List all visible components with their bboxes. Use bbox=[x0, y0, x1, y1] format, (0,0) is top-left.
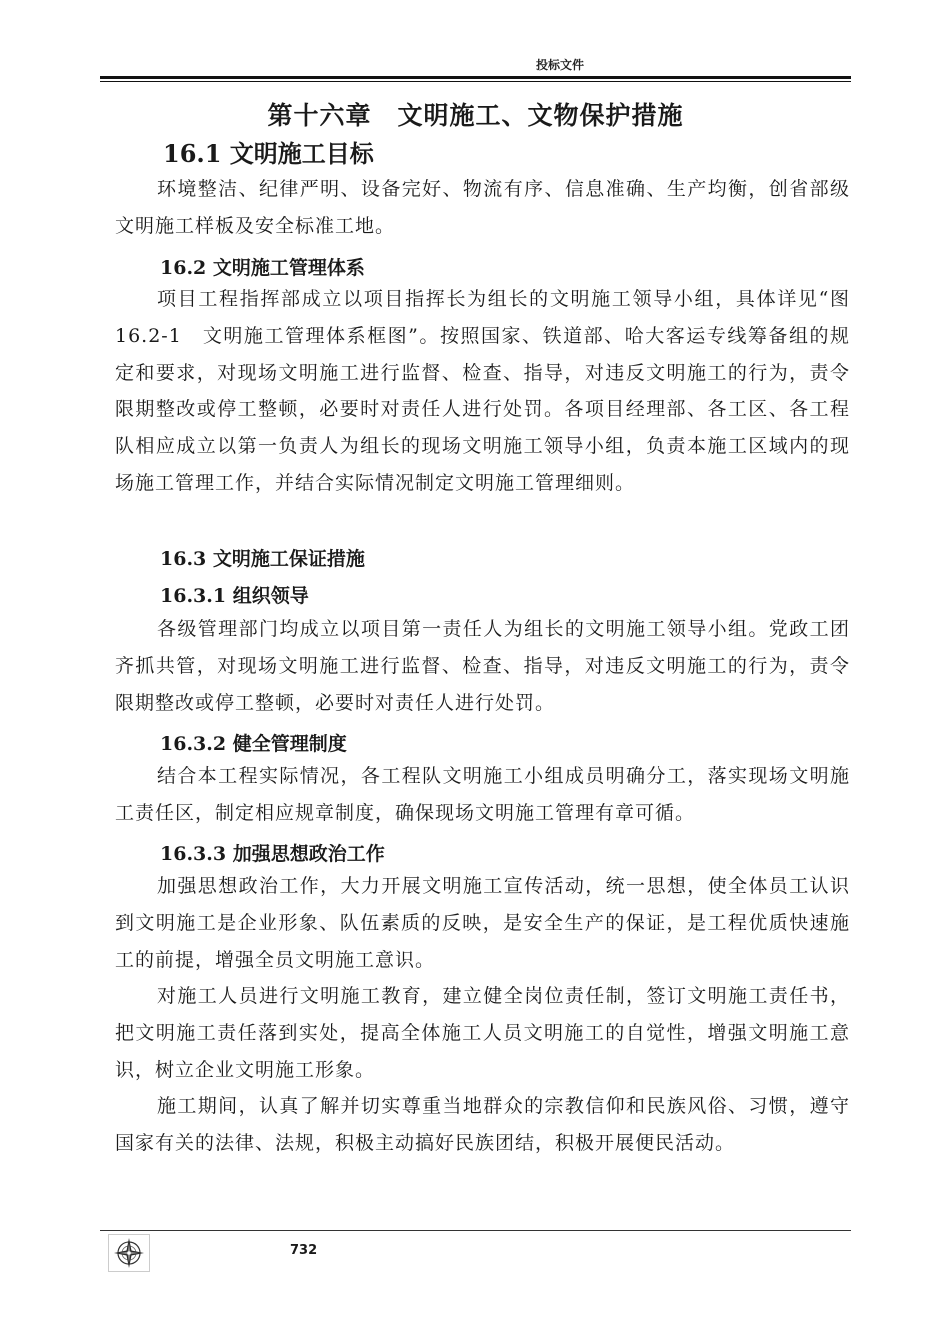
header-rule-thin bbox=[100, 81, 851, 82]
paragraph-16-3-2: 结合本工程实际情况，各工程队文明施工小组成员明确分工，落实现场文明施工责任区，制定相应规章制度，确保现场文明施工管理有章可循。 bbox=[115, 765, 850, 824]
section-heading-16-1: 16.1 文明施工目标 bbox=[163, 139, 374, 168]
paragraph-16-3-1: 各级管理部门均成立以项目第一责任人为组长的文明施工领导小组。党政工团齐抓共管，对现场文明施工进行监督、检查、指导，对违反文明施工的行为，责令限期整改或停工整顿，必要时对责任人进行处罚。 bbox=[115, 618, 850, 714]
chapter-name: 文明施工、文物保护措施 bbox=[397, 101, 684, 130]
chapter-number: 第十六章 bbox=[267, 101, 372, 130]
header-rule-thick bbox=[100, 76, 851, 79]
section-heading-16-3: 16.3 文明施工保证措施 bbox=[160, 548, 365, 570]
paragraph-16-1: 环境整洁、纪律严明、设备完好、物流有序、信息准确、生产均衡，创省部级文明施工样板及安全标准工地。 bbox=[115, 178, 850, 237]
section-heading-16-3-2: 16.3.2 健全管理制度 bbox=[160, 733, 347, 755]
paragraph-16-3-3-b: 对施工人员进行文明施工教育，建立健全岗位责任制，签订文明施工责任书，把文明施工责任落到实处，提高全体施工人员文明施工的自觉性，增强文明施工意识，树立企业文明施工形象。 bbox=[115, 985, 850, 1081]
section-heading-16-3-3: 16.3.3 加强思想政治工作 bbox=[160, 843, 385, 865]
document-header-label: 投标文件 bbox=[535, 58, 584, 72]
chapter-title bbox=[100, 96, 851, 132]
paragraph-16-3-3-a: 加强思想政治工作，大力开展文明施工宣传活动，统一思想，使全体员工认识到文明施工是企业形象、队伍素质的反映，是安全生产的保证，是工程优质快速施工的前提，增强全员文明施工意识。 bbox=[115, 875, 850, 971]
compass-star-logo-icon bbox=[108, 1234, 150, 1272]
page-number: 732 bbox=[290, 1243, 318, 1258]
section-heading-16-2: 16.2 文明施工管理体系 bbox=[160, 257, 365, 279]
paragraph-16-2: 项目工程指挥部成立以项目指挥长为组长的文明施工领导小组，具体详见“图16.2-1 文明施工管理体系框图”。按照国家、铁道部、哈大客运专线筹备组的规定和要求，对现场文明施工进行监督、检查、指导，对违反文明施工的行为，责令限期整改或停工整顿，必要时对责任人进行处罚。各项目经理部、各工区、各工程队相应成立以第一负责人为组长的现场文明施工领导小组，负责本施工区域内的现场施工管理工作，并结合实际情况制定文明施工管理细则。 bbox=[115, 288, 850, 494]
footer-rule bbox=[100, 1230, 851, 1231]
section-heading-16-3-1: 16.3.1 组织领导 bbox=[160, 585, 309, 607]
paragraph-16-3-3-c: 施工期间，认真了解并切实尊重当地群众的宗教信仰和民族风俗、习惯，遵守国家有关的法律、法规，积极主动搞好民族团结，积极开展便民活动。 bbox=[115, 1095, 850, 1154]
